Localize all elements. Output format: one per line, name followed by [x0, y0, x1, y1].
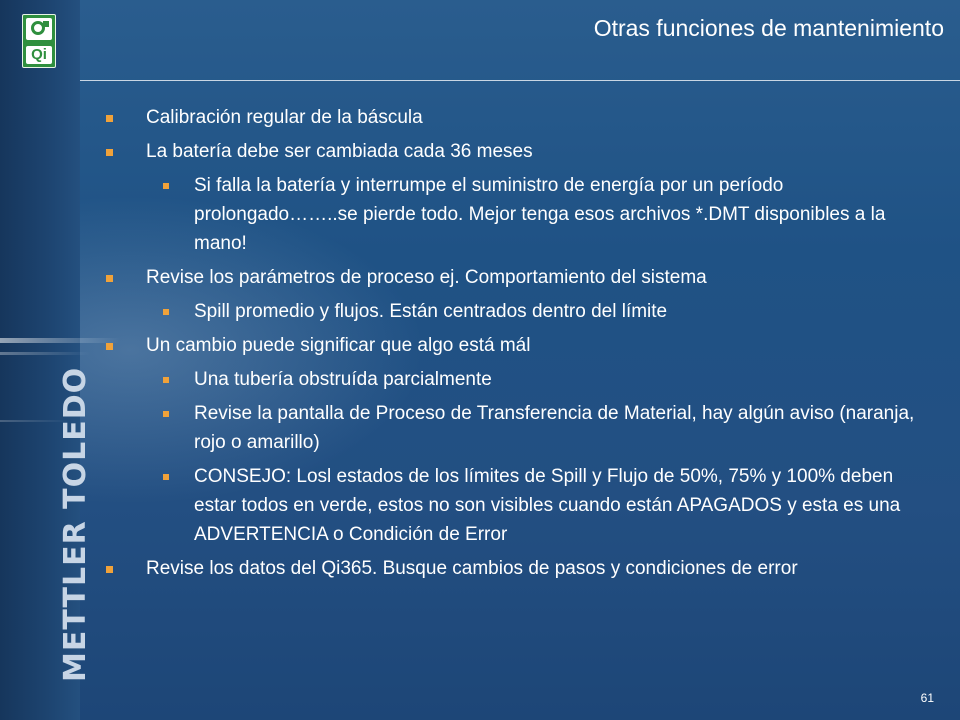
logo-text: Qi — [26, 46, 52, 64]
list-item — [104, 171, 924, 258]
list-item — [104, 399, 924, 457]
list-item — [104, 462, 924, 549]
bullet-marker — [106, 115, 113, 122]
list-item — [104, 365, 924, 394]
list-item-text: Revise la pantalla de Proceso de Transferencia de Material, hay algún aviso (naranja, rojo o amarillo) — [194, 403, 915, 453]
list-item — [104, 103, 924, 132]
light-streak — [0, 338, 120, 343]
bullet-marker — [106, 149, 113, 156]
light-streak — [0, 352, 90, 355]
list-item-text: Un cambio puede significar que algo está mál — [146, 335, 531, 356]
list-item-text: La batería debe ser cambiada cada 36 meses — [146, 141, 533, 162]
list-item-text: CONSEJO: Losl estados de los límites de Spill y Flujo de 50%, 75% y 100% deben estar todos en verde, estos no son visibles cuando están APAGADOS y esta es una ADVERTENCIA o Condición de Error — [194, 466, 901, 545]
list-item-text: Revise los parámetros de proceso ej. Comportamiento del sistema — [146, 267, 707, 288]
list-item-text: Una tubería obstruída parcialmente — [194, 369, 492, 390]
bullet-marker — [163, 411, 169, 417]
bullet-marker — [163, 309, 169, 315]
page-number: 61 — [920, 691, 934, 705]
bullet-marker — [106, 566, 113, 573]
list-item — [104, 263, 924, 292]
bullet-marker — [163, 474, 169, 480]
list-item-text: Si falla la batería y interrumpe el suministro de energía por un período prolongado……..se pierde todo. Mejor tenga esos archivos *.DMT disponibles a la mano! — [194, 175, 886, 254]
list-item — [104, 297, 924, 326]
title-divider — [80, 80, 960, 81]
list-item — [104, 137, 924, 166]
qi-logo — [22, 14, 56, 68]
bullet-marker — [106, 275, 113, 282]
list-item-text: Revise los datos del Qi365. Busque cambios de pasos y condiciones de error — [146, 558, 798, 579]
bullet-marker — [163, 183, 169, 189]
bullet-marker — [106, 343, 113, 350]
brand-wordmark: METTLER TOLEDO — [58, 366, 93, 682]
list-item-text: Spill promedio y flujos. Están centrados dentro del límite — [194, 301, 668, 322]
list-item — [104, 554, 924, 583]
bullet-marker — [163, 377, 169, 383]
logo-icon — [26, 18, 52, 40]
bullet-list — [104, 103, 924, 583]
list-item-text: Calibración regular de la báscula — [146, 107, 423, 128]
list-item — [104, 331, 924, 360]
slide-title: Otras funciones de mantenimiento — [593, 15, 944, 41]
